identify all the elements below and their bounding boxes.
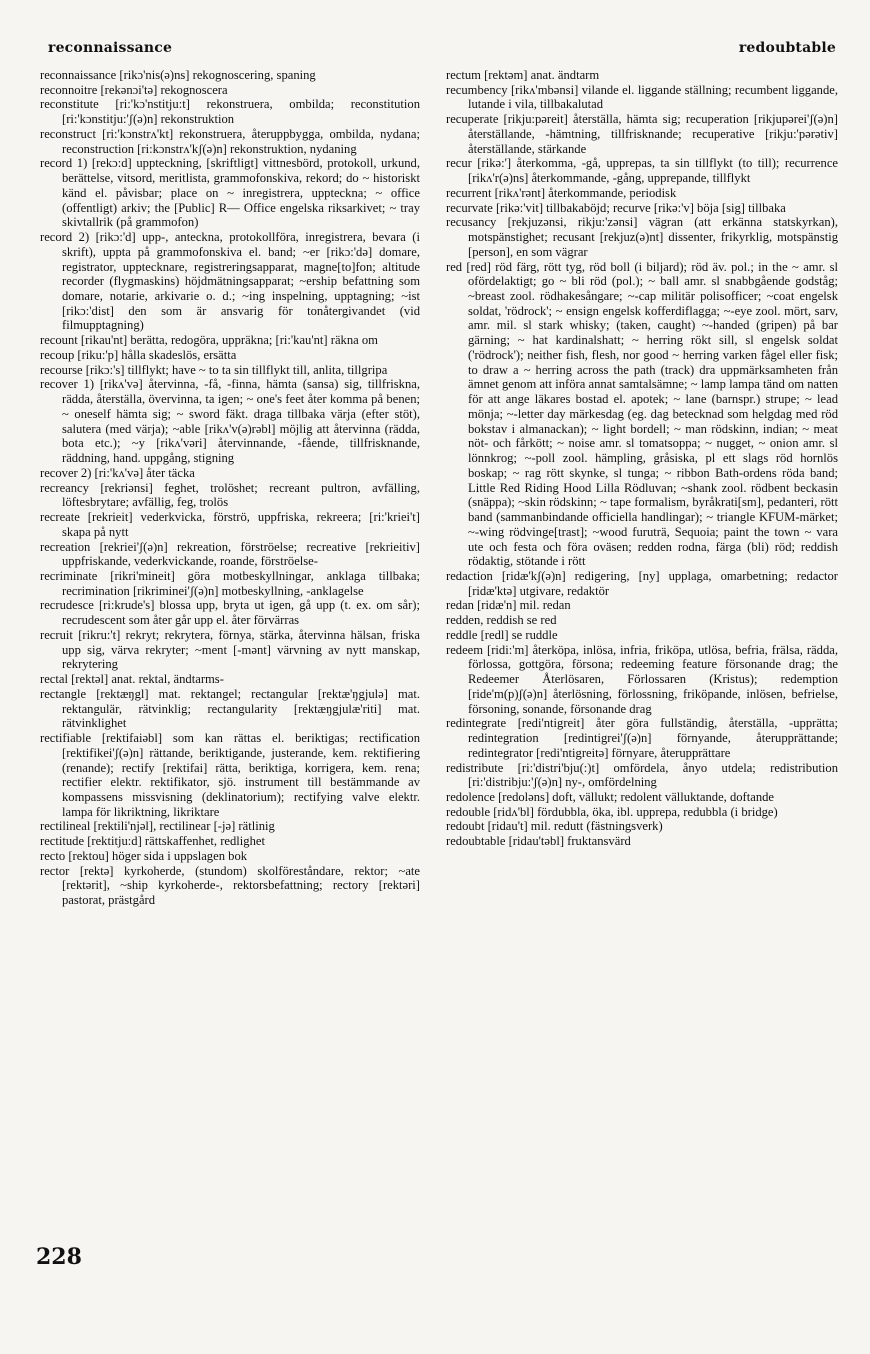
dictionary-entry: recriminate [rikri'mineit] göra motbeskyllningar, anklaga tillbaka; recrimination [rikriminei'ʃ(ə)n] motbeskyllning, -anklagelse — [40, 568, 420, 598]
dictionary-entry: recount [rikau'nt] berätta, redogöra, uppräkna; [ri:'kau'nt] räkna om — [40, 333, 378, 348]
dictionary-entry: recur [rikə:'] återkomma, -gå, upprepas, ta sin tillflykt (to till); recurrence [rikʌ'r(ə)ns] återkommande, -gång, upprepande, tillflykt — [446, 156, 838, 186]
dictionary-entry: reconstitute [ri:'kɔ'nstitju:t] rekonstruera, ombilda; reconstitution [ri:'kɔnstitju:'ʃ(ə)n] rekonstruktion — [40, 97, 420, 127]
dictionary-entry: recuperate [rikju:pəreit] återställa, hämta sig; recuperation [rikjupərei'ʃ(ə)n] återställande, -hämtning, tillfrisknande; recuperative [rikju:'pərətiv] återställande, stärkande — [446, 112, 838, 156]
dictionary-entry: recrudesce [ri:krude's] blossa upp, bryta ut igen, gå upp (t. ex. om sår); recrudescent som åter går upp el. åter förvärras — [40, 598, 420, 628]
dictionary-entry: recreancy [rekriənsi] feghet, trolöshet; recreant pultron, avfälling, löftesbrytare; avfällig, feg, trolös — [40, 480, 420, 510]
dictionary-entry: rectum [rektəm] anat. ändtarm — [446, 68, 600, 82]
dictionary-entry: rectilineal [rektili'njəl], rectilinear [-jə] rätlinig — [40, 819, 275, 834]
dictionary-entry: reddle [redl] se ruddle — [446, 627, 558, 642]
dictionary-entry: recto [rektou] höger sida i uppslagen bok — [40, 848, 248, 863]
dictionary-entry: recurvate [rikə:'vit] tillbakaböjd; recurve [rikə:'v] böja [sig] tillbaka — [446, 200, 786, 215]
dictionary-entry: redistribute [ri:'distri'bju(:)t] omfördela, ånyo utdela; redistribution [ri:'distribju:'ʃ(ə)n] ny-, omfördelning — [446, 760, 838, 790]
dictionary-entry: reconnoitre [rekənɔi'tə] rekognoscera — [40, 82, 228, 97]
dictionary-entry: redintegrate [redi'ntigreit] åter göra fullständig, återställa, -upprätta; redintegration [redintigrei'ʃ(ə)n] förnyande, återupprättande; redintegrator [redi'ntigreitə] förnyare, återupprättare — [446, 716, 838, 760]
dictionary-entry: redoubtable [ridau'təbl] fruktansvärd — [446, 834, 631, 849]
dictionary-entry: redan [ridæ'n] mil. redan — [446, 598, 571, 613]
dictionary-entry: redouble [ridʌ'bl] fördubbla, öka, ibl. upprepa, redubbla (i bridge) — [446, 804, 778, 819]
dictionary-entry: reconstruct [ri:'kɔnstrʌ'kt] rekonstruera, återuppbygga, ombilda, nydana; reconstruction [ri:kɔnstrʌ'kʃ(ə)n] rekonstruktion, nydaning — [40, 126, 420, 156]
dictionary-entry: recusancy [rekjuzənsi, rikju:'zənsi] vägran (att erkänna statskyrkan), motspänstighet; recusant [rekjuz(ə)nt] dissenter, frikyrklig, motspänstig [person], en som vägrar — [446, 215, 838, 259]
dictionary-entry: record 1) [rekɔ:d] uppteckning, [skriftligt] vittnesbörd, protokoll, urkund, berättelse, vitsord, meritlista, grammofonskiva, rekord; do ~ historiskt känd el. påvisbar; place on ~ inregistrera, upptecknа; ~ office (offentligt) arkiv; the [Public] R— Office engelska riksarkivet; ~ tray skivtallrik (på grammofon) — [40, 156, 420, 230]
dictionary-entry: recourse [rikɔ:'s] tillflykt; have ~ to ta sin tillflykt till, anlita, tillgripa — [40, 362, 388, 377]
dictionary-entry: rectitude [rektitju:d] rättskaffenhet, redlighet — [40, 834, 265, 849]
dictionary-entry: rectal [rektəl] anat. rektal, ändtarms- — [40, 672, 224, 687]
left-guide-word: reconnaissance — [48, 40, 173, 56]
dictionary-entry: redden, reddish se red — [446, 613, 557, 628]
dictionary-entry: rectangle [rektæŋgl] mat. rektangel; rectangular [rektæ'ŋgjulə] mat. rektangulär, rätvinklig; rectangularity [rektæŋgjulæ'riti] mat. rätvinklighet — [40, 686, 420, 731]
dictionary-entry: recreation [rekriei'ʃ(ə)n] rekreation, förströelse; recreative [rekrieitiv] uppfriskande, vederkvickande, roande, förströelse- — [40, 539, 420, 569]
dictionary-entry: redeem [ridi:'m] återköpa, inlösa, infria, friköpa, utlösa, befria, frälsa, rädda, förlossa, gottgöra, försona; redeeming feature försonande drag; the Redeemer Återlösaren, Förlossaren (Kristus); redemption [ride'm(p)ʃ(ə)n] återlösning, förlossning, friköpande, inlösen, befrielse, försoning, sonande, försonande drag — [446, 642, 838, 716]
page-number: 228 — [36, 1244, 82, 1270]
dictionary-entry: redolence [redoləns] doft, vällukt; redolent välluktande, doftande — [446, 789, 775, 804]
dictionary-entry: redoubt [ridau't] mil. redutt (fästningsverk) — [446, 819, 663, 834]
dictionary-entry: recreate [rekrieit] vederkvicka, förströ, uppfriska, rekreera; [ri:'kriei't] skapa på nytt — [40, 510, 420, 539]
dictionary-entry: recover 2) [ri:'kʌ'və] åter täcka — [40, 465, 195, 480]
dictionary-entry: red [red] röd färg, rött tyg, röd boll (i biljard); röd äv. pol.; in the ~ amr. sl ofördelaktigt; go ~ bli röd (pol.); ~ ball amr. sl snabbgående godståg; ~breast zool. rödhakesångare; ~-cap militär polisofficer; ~coat engelsk soldat, 'rödrock'; ~ ensign engelsk kofferdiflagga; ~-eye zool. mört, sarv, amr. mil. sl stark whisky; (taken, caught) ~-handed (gripen) på bar gärning; ~ hat kardinalshatt; ~ herring rökt sill, sl engelsk soldat ('rödrock'); neither fish, flesh, nor good ~ herring varken fågel eller fisk; to draw a ~ herring across the path (track) dra uppmärksamheten från ämnet genom att införa annat samtalsämne; ~ lamp lampa tänd om natten för att ange läkares bostad el. apotek; ~ lane (barnspr.) strupe; ~ lead mönja; ~-letter day märkesdag (eg. dag betecknad som helgdag med röd bokstav i almanackan); ~ light bordell; ~ man rödskinn, indian; ~ meat nöt- och fårkött; ~ noise amr. sl tomatsoppa; ~ nugget, ~ onion amr. sl lönnkrog; ~-poll zool. hämpling, gråsiska, pl ett slags röd hornlös boskap; ~ rag rött skynke, sl tunga; ~ ribbon Bath-ordens röda band; Little Red Riding Hood Lilla Rödluvan; ~shank zool. rödbent beckasin (snäppa); ~skin rödskinn; ~ tape formalism, byråkrati[sm], pedanteri, rött band (sammanbindande officiella handlingar); ~ triangle KFUM-märket; ~-wing rödvinge[trast]; ~wood furuträ, Sequoia; paint the town ~ vara ute och festa och föra oväsen; redden rodna, färga (bli) röd; reddish rödaktig, stötande i rött — [446, 259, 838, 569]
dictionary-entry: redaction [ridæ'kʃ(ə)n] redigering, [ny] upplaga, omarbetning; redactor [ridæ'ktə] utgivare, redaktör — [446, 568, 838, 598]
dictionary-entry: recover 1) [rikʌ'və] återvinna, -få, -finna, hämta (sansa) sig, tillfriskna, rädda, återställa, övervinna, ta igen; ~ one's feet åter komma på benen; ~ oneself hämta sig; ~ sword fäkt. draga tillbaka värja (efter stöt), salutera (med värja); ~able [rikʌ'v(ə)rəbl] möjlig att återvinna (rädda, bota etc.); ~y [rikʌ'vəri] återvinnande, -fående, tillfrisknande, räddning, hand. uppgång, stigning — [40, 377, 420, 466]
dictionary-entry: rectifiable [rektifaiəbl] som kan rättas el. beriktigas; rectification [rektifikei'ʃ(ə)n] rättande, beriktigande, justerande, kem. rektifiering (renande); rectify [rektifai] rätta, beriktiga, korrigera, kem. rena; rectifier elektr. rektifikator, sjö. instrument till bestämmande av kompassens missvisning (deklinatorium); rectifying valve elektr. lampa för likriktning, likriktare — [40, 731, 420, 819]
dictionary-entry: recruit [rikru:'t] rekryt; rekrytera, förnya, stärka, återvinna hälsan, friska upp sig, värva rekryter; ~ment [-mənt] värvning av nytt manskap, rekrytering — [40, 627, 420, 672]
dictionary-entry: record 2) [rikɔ:'d] upp-, anteckna, protokollföra, inregistrera, bevara (i skrift), uppta på grammofonskiva el. band; ~er [rikɔ:'də] domare, registrator, upptecknare, registreringsapparat, magne[to]fon; altitude recorder (flygmaskins) höjdmätningsapparat; ~ership befattning som domare, notarie, arkivarie o. d.; ~ing inspelning, upptagning; ~ist [rikɔ:'dist] den som är ansvarig för tonåtergivandet (vid filmupptagning) — [40, 230, 420, 333]
right-column — [446, 68, 838, 849]
left-column — [40, 68, 420, 908]
dictionary-entry: reconnaissance [rikɔ'nis(ə)ns] rekognoscering, spaning — [40, 68, 316, 82]
right-guide-word: redoubtable — [738, 40, 836, 56]
dictionary-entry: recumbency [rikʌ'mbənsi] vilande el. liggande ställning; recumbent liggande, lutande i vila, tillbakalutad — [446, 82, 838, 112]
dictionary-entry: rector [rektə] kyrkoherde, (stundom) skolföreståndare, rektor; ~ate [rektərit], ~ship kyrkoherde-, rektorsbefattning; rectory [rektəri] pastorat, prästgård — [40, 863, 420, 908]
dictionary-entry: recoup [riku:'p] hålla skadeslös, ersätta — [40, 347, 237, 362]
dictionary-entry: recurrent [rikʌ'rənt] återkommande, periodisk — [446, 185, 677, 200]
